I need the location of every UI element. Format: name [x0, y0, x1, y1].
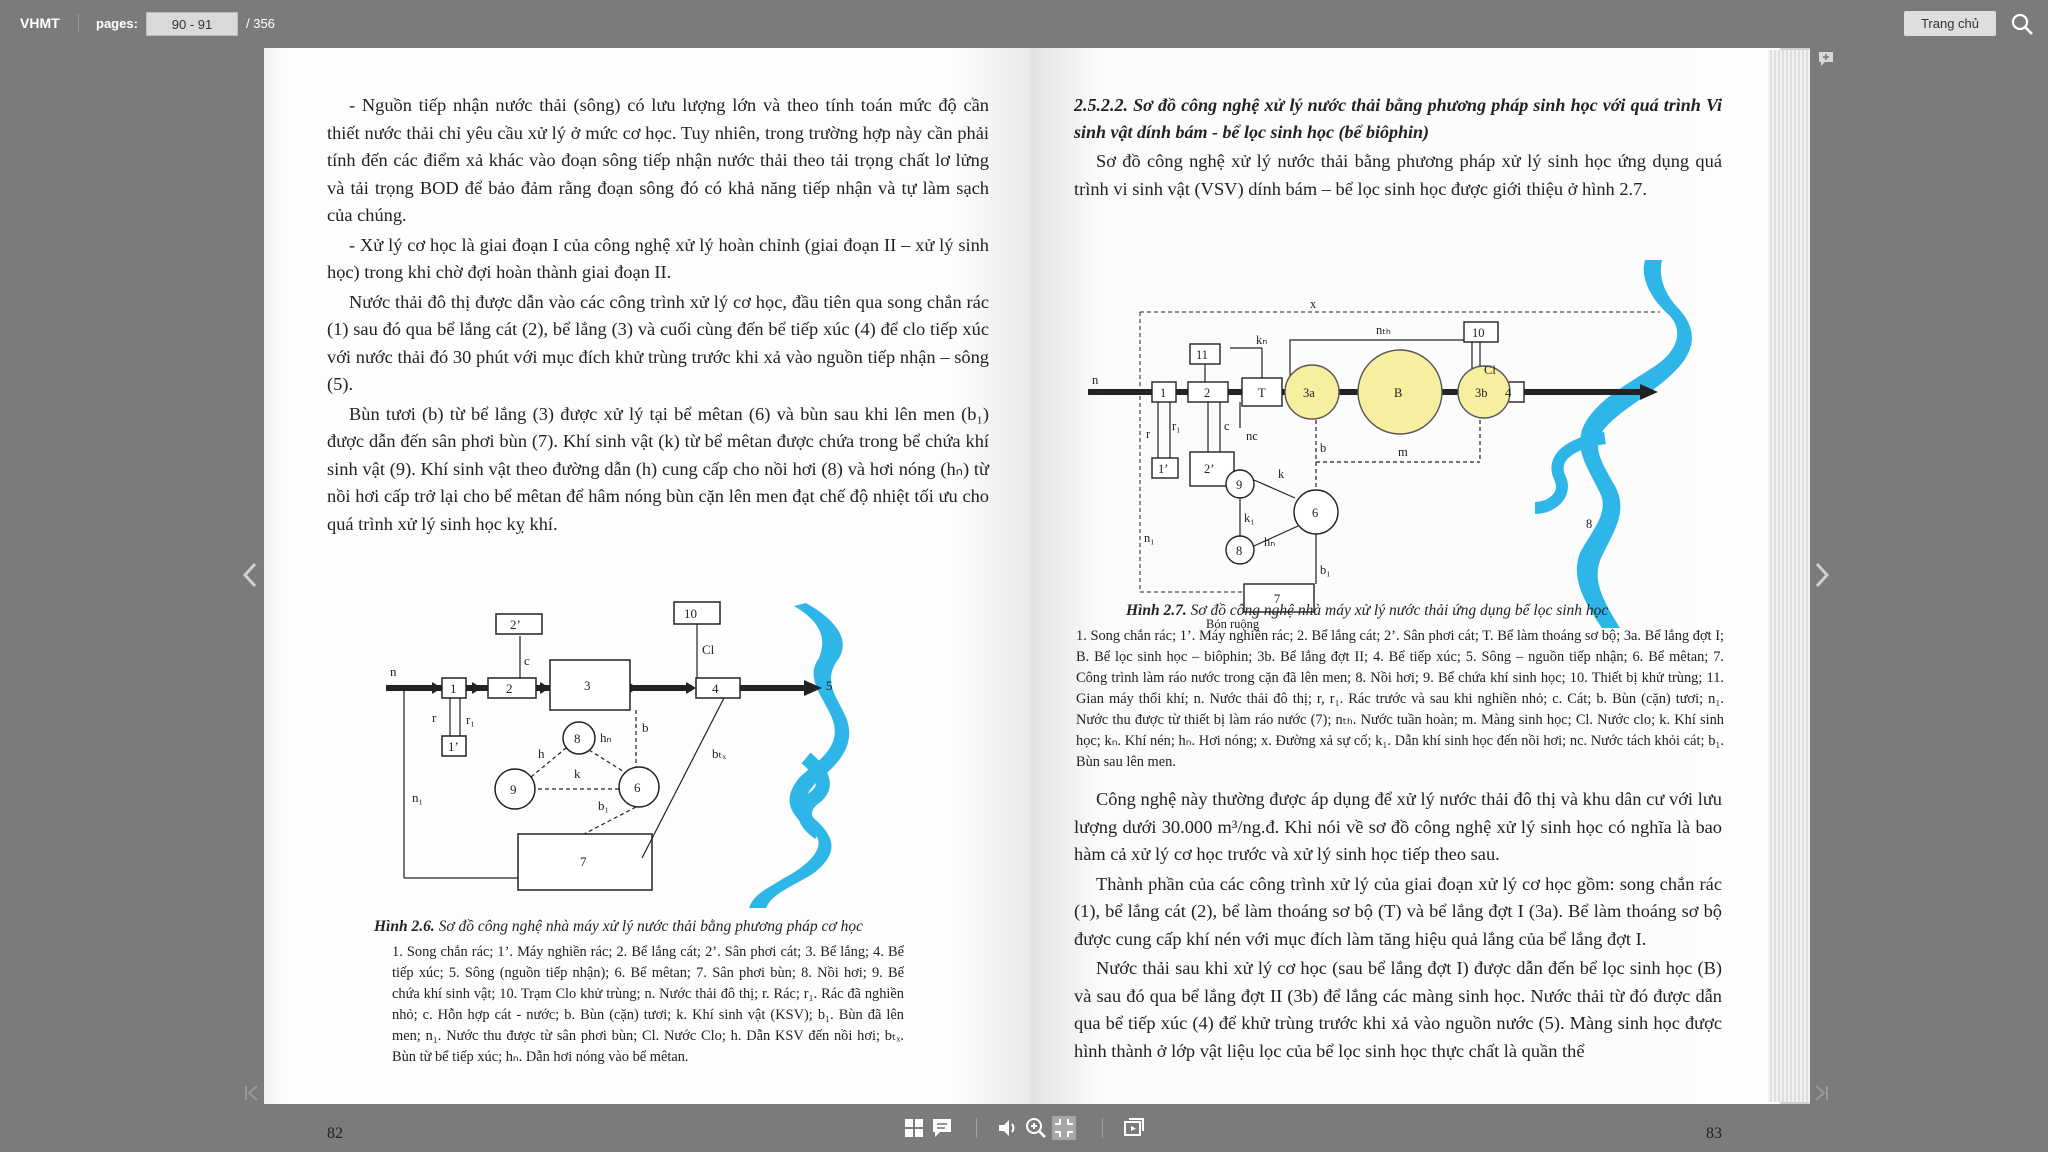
section-heading: 2.5.2.2. Sơ đồ công nghệ xử lý nước thải bằng phương pháp sinh học với quá trình Vi sinh vật dính bám - bể lọc sinh học (bể biôphin) — [1074, 95, 1722, 142]
fig-label: Bón ruộng — [1206, 617, 1260, 631]
fig-label: b — [642, 720, 649, 735]
fig-label: bₜₓ — [712, 746, 727, 761]
fig-label: x — [1310, 297, 1317, 311]
page-number-left: 82 — [327, 1125, 343, 1142]
fig-label: 1 — [450, 681, 457, 696]
fig-label: 8 — [1586, 517, 1593, 531]
page-number-right: 83 — [1706, 1125, 1722, 1142]
fig-label: k — [574, 766, 581, 781]
notes-icon[interactable] — [930, 1116, 954, 1140]
divider — [78, 14, 79, 32]
fig-label: r₁ — [466, 712, 475, 727]
divider — [1102, 1118, 1103, 1138]
left-page — [264, 48, 1030, 1142]
right-page-body — [1074, 786, 1722, 1067]
fig-label: 7 — [580, 854, 587, 869]
next-page-icon[interactable] — [1812, 560, 1832, 590]
fig-label: hₙ — [600, 730, 612, 745]
fig-label: 8 — [1236, 544, 1243, 558]
paragraph: Bùn tươi (b) từ bể lắng (3) được xử lý tại bể mêtan (6) và bùn sau khi lên men (b₁) được dẫn đến sân phơi bùn (7). Khí sinh vật (k) từ bể mêtan được chứa trong bể chứa khí sinh vật (9). Khí sinh vật theo đường dẫn (h) cung cấp cho nồi hơi (8) và hơi nóng (hₙ) từ nồi hơi cấp trở lại cho bể mêtan để hâm nóng bùn cặn lên men đạt chế độ nhiệt tối ưu cho quá trình xử lý sinh học kỵ khí. — [327, 403, 989, 534]
fig-label: Cl — [1484, 363, 1496, 377]
caption-title-text: Sơ đồ công nghệ nhà máy xử lý nước thải ứng dụng bể lọc sinh học — [1186, 602, 1609, 619]
fig-label: b₁ — [598, 798, 610, 813]
fig-label: 3b — [1475, 386, 1488, 400]
top-toolbar — [0, 0, 2048, 46]
fig-label: 10 — [684, 606, 697, 621]
river-shape — [749, 603, 849, 908]
paragraph: Thành phần của các công trình xử lý của giai đoạn xử lý cơ học gồm: song chắn rác (1), bể lắng cát (2), bể làm thoáng sơ bộ (T) và bể lắng đợt I (3a). Bể làm thoáng sơ bộ được cung cấp khí nén với mục đích làm tăng hiệu quả lắng của bể lắng đợt I. — [1074, 873, 1722, 949]
figure-2-6-caption-title — [374, 918, 994, 936]
fig-label: c — [1224, 419, 1230, 433]
bottom-toolbar — [890, 1112, 1170, 1144]
sound-icon[interactable] — [996, 1116, 1020, 1140]
fig-label: k — [1278, 467, 1285, 481]
fig-label: 9 — [1236, 478, 1243, 492]
fig-label: r₁ — [1172, 419, 1181, 433]
right-page — [1030, 48, 1780, 1142]
divider — [976, 1118, 977, 1138]
fig-label: b — [1320, 441, 1327, 455]
slideshow-icon[interactable] — [1122, 1116, 1146, 1140]
fig-label: kₙ — [1256, 333, 1268, 347]
pages-label: pages: — [96, 16, 138, 31]
fig-label: r — [432, 710, 437, 725]
fig-label: 2 — [506, 681, 513, 696]
fig-label: n₁ — [412, 790, 424, 805]
paragraph: Nước thải sau khi xử lý cơ học (sau bể lắng đợt I) được dẫn đến bể lọc sinh học (B) và sau đó qua bể lắng đợt II (3b) để lắng các màng sinh học. Nước thải từ đó được dẫn qua bể tiếp xúc (4) để khử trùng trước khi xả vào nguồn nước (5). Màng sinh học được hình thành ở lớp vật liệu lọc của bể lọc sinh học thực chất là quần thể — [1074, 958, 1722, 1061]
fig-label: 11 — [1196, 348, 1209, 362]
figure-2-7-diagram — [1080, 208, 1740, 638]
home-button[interactable]: Trang chủ — [1904, 11, 1996, 36]
fig-label: 8 — [574, 731, 581, 746]
zoom-in-icon[interactable] — [1024, 1116, 1048, 1140]
fig-label: 7 — [1274, 592, 1281, 606]
app-title: VHMT — [20, 15, 60, 31]
fig-label: b₁ — [1320, 563, 1331, 577]
fig-label: k₁ — [1244, 511, 1255, 525]
fig-label: n — [390, 664, 397, 679]
fig-label: 5 — [826, 678, 833, 693]
thumbnails-icon[interactable] — [902, 1116, 926, 1140]
fig-label: n — [1092, 373, 1099, 387]
fig-label: 2’ — [510, 617, 521, 632]
fig-label: B — [1394, 386, 1403, 400]
comment-icon[interactable] — [1817, 50, 1835, 68]
fig-label: 2’ — [1204, 462, 1215, 476]
fit-screen-icon[interactable] — [1052, 1116, 1076, 1140]
caption-number: Hình 2.6. — [374, 918, 435, 935]
fig-label: m — [1398, 445, 1408, 459]
paragraph: Nước thải đô thị được dẫn vào các công trình xử lý cơ học, đầu tiên qua song chắn rác (1) sau đó qua bể lắng cát (2), bể lắng (3) và cuối cùng đến bể tiếp xúc (4) để clo tiếp xúc với nước thải đó 30 phút với mục đích khử trùng trước khi xả vào nguồn tiếp nhận – sông (5). — [327, 291, 989, 394]
pages-total: / 356 — [246, 16, 275, 31]
fig-label: 10 — [1472, 326, 1485, 340]
fig-label: Cl — [702, 642, 715, 657]
fig-label: 3 — [584, 678, 591, 693]
figure-2-6-caption-text: 1. Song chắn rác; 1’. Máy nghiền rác; 2. Bể lắng cát; 2’. Sân phơi cát; 3. Bể lắng; 4. Bể tiếp xúc; 5. Sông (nguồn tiếp nhận); 6. Bể mêtan; 7. Sân phơi bùn; 8. Nồi hơi; 9. Bể chứa khí sinh vật; 10. Trạm Clo khử trùng; n. Nước thải đô thị; r. Rác; r₁. Rác đã nghiền nhỏ; c. Hỗn hợp cát - nước; b. Bùn (cặn) tươi; k. Khí sinh vật (KSV); b₁. Bùn đã lên men; n₁. Nước thu được từ sân phơi bùn; Cl. Nước Clo; h. Dẫn KSV đến nồi hơi; bₜₓ. Bùn từ bể tiếp xúc; hₙ. Dẫn hơi nóng vào bể mêtan. — [392, 944, 904, 1065]
fig-label: T — [1258, 386, 1266, 400]
fig-label: n₁ — [1144, 531, 1155, 545]
figure-2-7-caption-text: 1. Song chắn rác; 1’. Máy nghiền rác; 2. Bể lắng cát; 2’. Sân phơi cát; T. Bể làm thoáng sơ bộ; 3a. Bể lắng đợt I; B. Bể lọc sinh học – biôphin; 3b. Bể lắng đợt II; 4. Bể tiếp xúc; 5. Sông – nguồn tiếp nhận; 6. Bể mêtan; 7. Công trình làm ráo nước trong cặn đã lên men; 8. Nồi hơi; 9. Bể chứa khí sinh học; 10. Thiết bị khử trùng; 11. Gian máy thổi khí; n. Nước thải đô thị; r, r₁. Rác trước và sau khi nghiền nhỏ; c. Cát; b. Bùn (cặn) tươi; n₁. Nước thu được từ thiết bị làm ráo nước (7); nₜₕ. Nước tuần hoàn; m. Màng sinh học; Cl. Nước clo; k. Khí sinh học; kₙ. Khí nén; hₙ. Hơi nóng; x. Đường xả sự cố; k₁. Dẫn khí sinh học đến nồi hơi; nc. Nước tách khỏi cát; b₁. Bùn sau lên men. — [1076, 628, 1724, 770]
fig-label: 9 — [510, 782, 517, 797]
page-edges — [1768, 50, 1810, 1102]
fig-label: 6 — [634, 780, 641, 795]
fig-label: 1’ — [1158, 462, 1169, 476]
caption-title-text: Sơ đồ công nghệ nhà máy xử lý nước thải bằng phương pháp cơ học — [434, 918, 863, 935]
previous-page-icon[interactable] — [240, 560, 260, 590]
fig-label: nₜₕ — [1376, 323, 1391, 337]
last-page-icon[interactable] — [1812, 1084, 1830, 1102]
left-page-body — [327, 92, 989, 540]
page-number-input[interactable] — [146, 12, 238, 36]
fig-label: nc — [1246, 429, 1258, 443]
figure-2-6-diagram — [374, 548, 874, 913]
paragraph: Sơ đồ công nghệ xử lý nước thải bằng phương pháp xử lý sinh học ứng dụng quá trình vi sinh vật (VSV) dính bám – bể lọc sinh học được giới thiệu ở hình 2.7. — [1074, 151, 1722, 199]
intro-paragraph — [1074, 148, 1722, 205]
fig-label: hₙ — [1264, 535, 1276, 549]
figure-2-7-caption-title — [1126, 602, 1726, 620]
paragraph: - Nguồn tiếp nhận nước thải (sông) có lưu lượng lớn và theo tính toán mức độ cần thiết nước thải chỉ yêu cầu xử lý ở mức cơ học. Tuy nhiên, trong trường hợp này cần phải tính đến các điểm xả khác vào đoạn sông tiếp nhận nước thải theo tải trọng chất lơ lửng và tải trọng BOD để bảo đảm rằng đoạn sông đó có khả năng tiếp nhận và tự làm sạch của chúng. — [327, 95, 989, 225]
fig-label: 4 — [712, 681, 719, 696]
paragraph: - Xử lý cơ học là giai đoạn I của công nghệ xử lý hoàn chỉnh (giai đoạn II – xử lý sinh học) trong khi chờ đợi hoàn thành giai đoạn II. — [327, 234, 989, 282]
fig-label: 1’ — [448, 739, 459, 754]
box-10 — [674, 602, 720, 624]
caption-number: Hình 2.7. — [1126, 602, 1187, 619]
fig-label: 2 — [1204, 386, 1211, 400]
fig-label: c — [524, 653, 530, 668]
first-page-icon[interactable] — [243, 1084, 261, 1102]
fig-label: 4 — [1505, 386, 1512, 400]
fig-label: 1 — [1160, 386, 1167, 400]
fig-label: r — [1146, 427, 1151, 441]
fig-label: 3a — [1303, 386, 1315, 400]
search-icon[interactable] — [2010, 12, 2034, 36]
paragraph: Công nghệ này thường được áp dụng để xử lý nước thải đô thị và khu dân cư với lưu lượng dưới 30.000 m³/ng.đ. Khi nói về sơ đồ công nghệ xử lý sinh học có nghĩa là bao hàm cả xử lý cơ học trước và xử lý sinh học tiếp theo sau. — [1074, 789, 1722, 864]
fig-label: 6 — [1312, 506, 1319, 520]
fig-label: h — [538, 746, 545, 761]
